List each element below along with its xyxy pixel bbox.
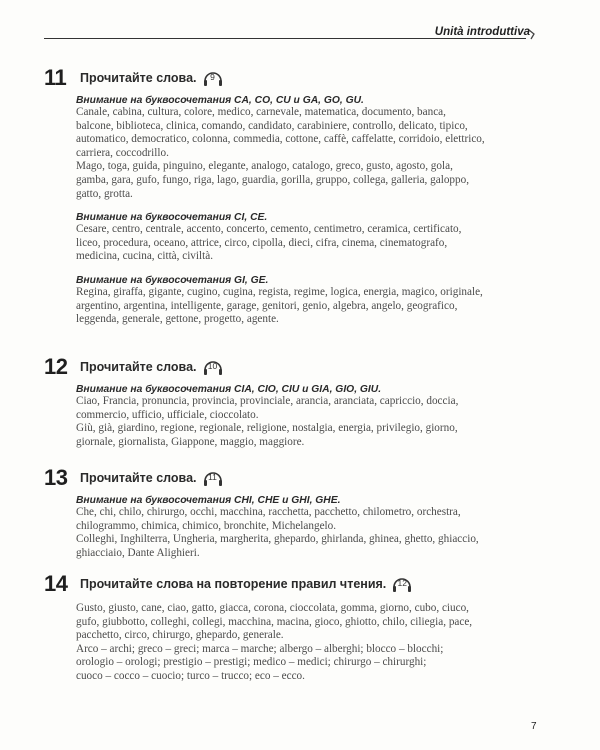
word-list	[76, 106, 540, 201]
word-list	[76, 223, 540, 264]
word-line: Cesare, centro, centrale, accento, concerto, cemento, centimetro, ceramica, certificato,	[76, 223, 462, 236]
audio-track-number: 11	[208, 472, 217, 482]
audio-track-icon[interactable]	[391, 573, 413, 595]
word-line: Ciao, Francia, pronuncia, provincia, provinciale, arancia, aranciata, capriccio, doccia,	[76, 395, 459, 407]
exercise-number: 13	[44, 465, 68, 490]
exercise-instruction: Прочитайте слова.	[80, 471, 197, 485]
word-line: Che, chi, chilo, chirurgo, occhi, macchina, racchetta, pacchetto, chilometro, orchestra,	[76, 506, 461, 518]
exercise-13	[44, 464, 544, 560]
word-list	[76, 506, 540, 560]
word-list	[76, 286, 540, 327]
word-line: Giù, già, giardino, regione, regionale, religione, nostalgia, energia, privilegio, giorno,	[76, 422, 458, 435]
audio-track-number: 9	[210, 72, 215, 82]
word-list	[76, 602, 540, 684]
section-title: Unità introduttiva	[434, 26, 530, 38]
word-line: commercio, ufficio, ufficiale, cioccolato.	[76, 408, 259, 421]
page-number: 7	[531, 721, 537, 732]
exercise-subheading: Внимание на буквосочетания CHI, CHE и GHI, GHE.	[76, 495, 341, 506]
exercise-instruction: Прочитайте слова на повторение правил чтения.	[80, 577, 387, 591]
word-line: automatico, democratico, colonna, commedia, cottone, caffè, caffelatte, corridoio, elettrico,	[76, 133, 485, 146]
exercise-12	[44, 353, 544, 449]
exercise-instruction: Прочитайте слова.	[80, 71, 197, 85]
word-line: Canale, cabina, cultura, colore, medico, carnevale, matematica, documento, banca,	[76, 106, 446, 118]
word-line: cuoco – cocco – cuocio; turco – trucco; eco – ecco.	[76, 669, 305, 682]
word-line: Colleghi, Inghilterra, Ungheria, margherita, ghepardo, ghirlanda, ghinea, ghetto, ghiaccio,	[76, 533, 479, 546]
word-line: orologio – orologi; prestigio – prestigi; medico – medici; chirurgo – chirurghi;	[76, 656, 427, 669]
word-line: gamba, gara, gufo, fungo, riga, lago, guardia, gorilla, gruppo, collega, galleria, galoppo,	[76, 173, 469, 186]
exercise-11	[44, 64, 544, 327]
word-line: gufo, giubbotto, colleghi, collegi, macchina, macina, gioco, ghiotto, chilo, ciliegia, pace,	[76, 615, 473, 628]
exercise-instruction: Прочитайте слова.	[80, 360, 197, 374]
audio-track-number: 10	[207, 361, 218, 371]
audio-track-icon[interactable]	[202, 67, 224, 89]
word-line: medicina, cucina, città, civiltà.	[76, 250, 213, 263]
header-rule	[44, 38, 526, 39]
audio-track-number: 12	[397, 578, 408, 588]
word-line: Mago, toga, guida, pinguino, elegante, analogo, catalogo, greco, gusto, agosto, gola,	[76, 160, 453, 173]
word-list	[76, 395, 540, 449]
audio-track-icon[interactable]	[202, 467, 224, 489]
exercise-number: 14	[44, 571, 68, 596]
word-line: pacchetto, circo, chirurgo, ghepardo, generale.	[76, 629, 284, 642]
exercise-number: 12	[44, 354, 68, 379]
word-line: liceo, procedura, oceano, attrice, circo, cipolla, dieci, cifra, cinema, cinematografo,	[76, 236, 448, 249]
word-line: chilogrammo, chimica, chimico, bronchite, Michelangelo.	[76, 519, 337, 532]
exercise-14	[44, 570, 544, 684]
word-line: Regina, giraffa, gigante, cugino, cugina, regista, regime, logica, energia, magico, originale,	[76, 285, 483, 298]
exercise-number: 11	[44, 65, 67, 90]
page-corner-mark-icon	[527, 27, 539, 41]
word-line: argentino, argentina, intelligente, garage, genitori, genio, algebra, angelo, geografico,	[76, 299, 458, 312]
word-line: ghiacciaio, Dante Alighieri.	[76, 546, 200, 559]
word-line: balcone, biblioteca, clinica, comando, candidato, carabiniere, controllo, delicato, tipico,	[76, 119, 468, 132]
word-line: leggenda, generale, gettone, progetto, agente.	[76, 313, 279, 326]
audio-track-icon[interactable]	[202, 356, 224, 378]
word-line: giornale, giornalista, Giappone, maggio, maggiore.	[76, 435, 305, 448]
exercise-subheading: Внимание на буквосочетания GI, GE.	[76, 274, 269, 286]
word-line: carriera, coccodrillo.	[76, 146, 169, 159]
word-line: gatto, grotta.	[76, 187, 133, 200]
word-line: Gusto, giusto, cane, ciao, gatto, giacca, corona, cioccolata, gomma, giorno, cubo, ciuco,	[76, 602, 469, 614]
exercise-subheading: Внимание на буквосочетания CI, CE.	[76, 212, 268, 224]
word-line: Arco – archi; greco – greci; marca – marche; albergo – alberghi; blocco – blocchi;	[76, 642, 444, 655]
exercise-subheading: Внимание на буквосочетания CA, CO, CU и GA, GO, GU.	[76, 95, 364, 106]
exercise-subheading: Внимание на буквосочетания CIA, CIO, CIU и GIA, GIO, GIU.	[76, 384, 382, 395]
